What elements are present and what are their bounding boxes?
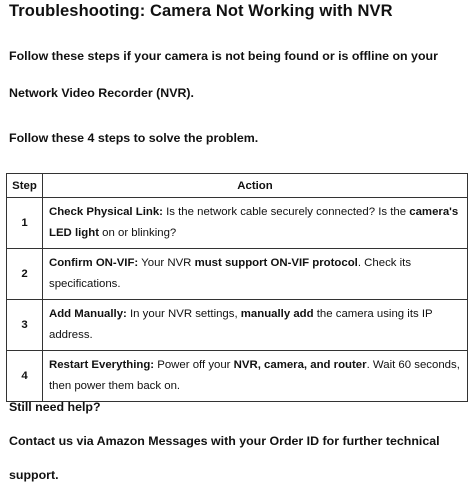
intro-text-line: Follow these steps if your camera is not being found or is offline on your <box>9 49 438 63</box>
step-action <box>43 198 468 249</box>
step-number: 1 <box>7 198 43 249</box>
steps-table <box>6 173 468 402</box>
contact-text-line: support. <box>9 468 59 482</box>
table-row <box>7 351 468 402</box>
step-text: the camera using its IP address. <box>49 308 433 341</box>
step-heading: Add Manually: <box>49 308 127 320</box>
step-text: . Wait 60 seconds, then power them back on. <box>49 359 460 392</box>
contact-text-line: Contact us via Amazon Messages with your Order ID for further technical <box>9 434 440 448</box>
table-row <box>7 300 468 351</box>
step-emphasis: manually add <box>240 308 314 320</box>
intro-text-line: Network Video Recorder (NVR). <box>9 86 194 100</box>
table-header-row <box>7 174 468 198</box>
step-emphasis: must support ON-VIF protocol <box>194 257 358 269</box>
step-heading: Check Physical Link: <box>49 206 163 218</box>
table-row <box>7 198 468 249</box>
step-number: 2 <box>7 249 43 300</box>
step-action <box>43 351 468 402</box>
step-text: In your NVR settings, <box>126 308 241 320</box>
step-text: Power off your <box>154 359 234 371</box>
step-text: . Check its specifications. <box>49 257 412 290</box>
step-heading: Restart Everything: <box>49 359 155 371</box>
step-heading: Confirm ON-VIF: <box>49 257 139 269</box>
step-column-header: Step <box>7 174 43 198</box>
steps-intro: Follow these 4 steps to solve the problem. <box>9 131 259 145</box>
step-text: on or blinking? <box>98 227 177 239</box>
step-text: Your NVR <box>138 257 195 269</box>
step-number: 4 <box>7 351 43 402</box>
step-action <box>43 249 468 300</box>
action-column-header: Action <box>43 174 468 198</box>
page-title: Troubleshooting: Camera Not Working with NVR <box>9 2 393 20</box>
step-action <box>43 300 468 351</box>
table-row <box>7 249 468 300</box>
help-heading: Still need help? <box>9 400 101 414</box>
step-text: Is the network cable securely connected? Is the <box>162 206 410 218</box>
step-emphasis: NVR, camera, and router <box>233 359 367 371</box>
step-number: 3 <box>7 300 43 351</box>
step-emphasis: camera's LED light <box>49 206 459 239</box>
